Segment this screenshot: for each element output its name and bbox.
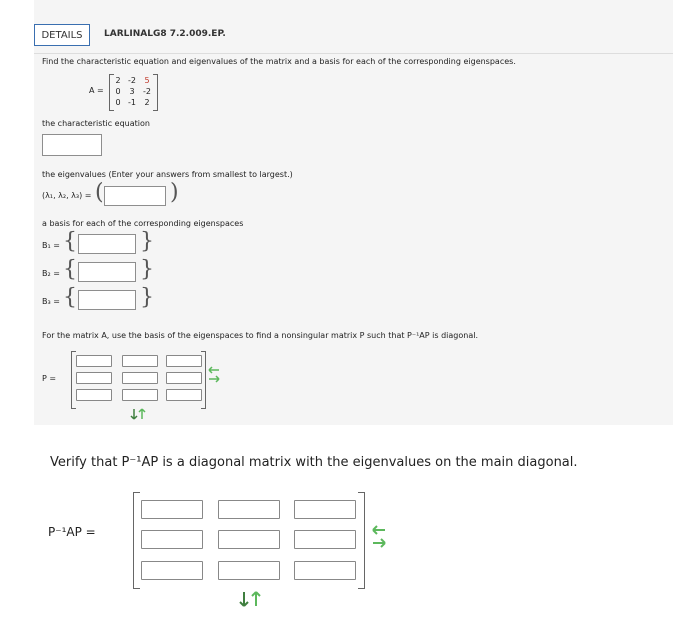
matrix-a-cell: 5 bbox=[144, 76, 150, 85]
characteristic-equation-input[interactable] bbox=[42, 134, 102, 156]
pap-cell-input[interactable] bbox=[294, 530, 356, 549]
pap-cell-input[interactable] bbox=[218, 530, 280, 549]
details-button[interactable]: DETAILS bbox=[34, 24, 90, 46]
eigenvalues-label: the eigenvalues (Enter your answers from smallest to largest.) bbox=[42, 170, 293, 179]
basis-3-input[interactable] bbox=[78, 290, 136, 310]
matrix-a-cell: 0 bbox=[115, 87, 121, 96]
pap-cell-input[interactable] bbox=[294, 561, 356, 580]
p-column-arrows-icon[interactable] bbox=[208, 366, 220, 384]
eigenvalues-input[interactable] bbox=[104, 186, 166, 206]
pap-label: P⁻¹AP = bbox=[48, 525, 96, 539]
basis-2-close-brace: } bbox=[140, 257, 154, 282]
pap-cell-input[interactable] bbox=[141, 530, 203, 549]
bases-label: a basis for each of the corresponding eigenspaces bbox=[42, 219, 244, 228]
pap-cell-input[interactable] bbox=[294, 500, 356, 519]
matrix-a-cell: 3 bbox=[129, 87, 135, 96]
pap-cell-input[interactable] bbox=[218, 500, 280, 519]
basis-2-open-brace: { bbox=[63, 257, 77, 282]
p-cell-input[interactable] bbox=[122, 355, 158, 367]
matrix-a-cell: 2 bbox=[144, 98, 150, 107]
basis-1-open-brace: { bbox=[63, 229, 77, 254]
pap-cell-input[interactable] bbox=[141, 500, 203, 519]
pap-row-arrows-icon[interactable] bbox=[237, 591, 263, 607]
basis-1-input[interactable] bbox=[78, 234, 136, 254]
p-cell-input[interactable] bbox=[122, 389, 158, 401]
instruction-text: Find the characteristic equation and eigenvalues of the matrix and a basis for each of the corresponding eigenspaces. bbox=[42, 57, 516, 66]
matrix-a-cell: -2 bbox=[128, 76, 136, 85]
basis-label-1: B₁ = bbox=[42, 241, 60, 250]
matrix-a-cell: -2 bbox=[143, 87, 151, 96]
pap-column-arrows-icon[interactable] bbox=[372, 524, 386, 550]
basis-3-close-brace: } bbox=[140, 285, 154, 310]
problem-code: LARLINALG8 7.2.009.EP. bbox=[104, 29, 226, 39]
eigenvalues-tuple-label: (λ₁, λ₂, λ₃) = bbox=[42, 191, 92, 200]
eigen-open-paren: ( bbox=[95, 180, 104, 205]
p-cell-input[interactable] bbox=[122, 372, 158, 384]
pap-cell-input[interactable] bbox=[141, 561, 203, 580]
p-cell-input[interactable] bbox=[76, 372, 112, 384]
matrix-a-label: A = bbox=[89, 86, 104, 95]
verify-text: Verify that P⁻¹AP is a diagonal matrix with the eigenvalues on the main diagonal. bbox=[50, 455, 578, 470]
matrix-a-cell: 0 bbox=[115, 98, 121, 107]
basis-1-close-brace: } bbox=[140, 229, 154, 254]
pap-cell-input[interactable] bbox=[218, 561, 280, 580]
characteristic-label: the characteristic equation bbox=[42, 119, 150, 128]
p-cell-input[interactable] bbox=[166, 389, 202, 401]
p-cell-input[interactable] bbox=[76, 355, 112, 367]
matrix-a-cell: 2 bbox=[115, 76, 121, 85]
matrix-a-cell: -1 bbox=[128, 98, 136, 107]
p-label: P = bbox=[42, 374, 57, 383]
nonsingular-text: For the matrix A, use the basis of the eigenspaces to find a nonsingular matrix P such that P⁻¹AP is diagonal. bbox=[42, 331, 478, 340]
basis-label-2: B₂ = bbox=[42, 269, 60, 278]
eigen-close-paren: ) bbox=[170, 180, 179, 205]
basis-label-3: B₃ = bbox=[42, 297, 60, 306]
p-cell-input[interactable] bbox=[166, 355, 202, 367]
divider bbox=[34, 53, 673, 54]
p-cell-input[interactable] bbox=[166, 372, 202, 384]
p-cell-input[interactable] bbox=[76, 389, 112, 401]
matrix-pap-right-bracket bbox=[358, 492, 365, 589]
basis-3-open-brace: { bbox=[63, 285, 77, 310]
matrix-pap-left-bracket bbox=[133, 492, 140, 589]
p-row-arrows-icon[interactable] bbox=[129, 408, 147, 420]
basis-2-input[interactable] bbox=[78, 262, 136, 282]
